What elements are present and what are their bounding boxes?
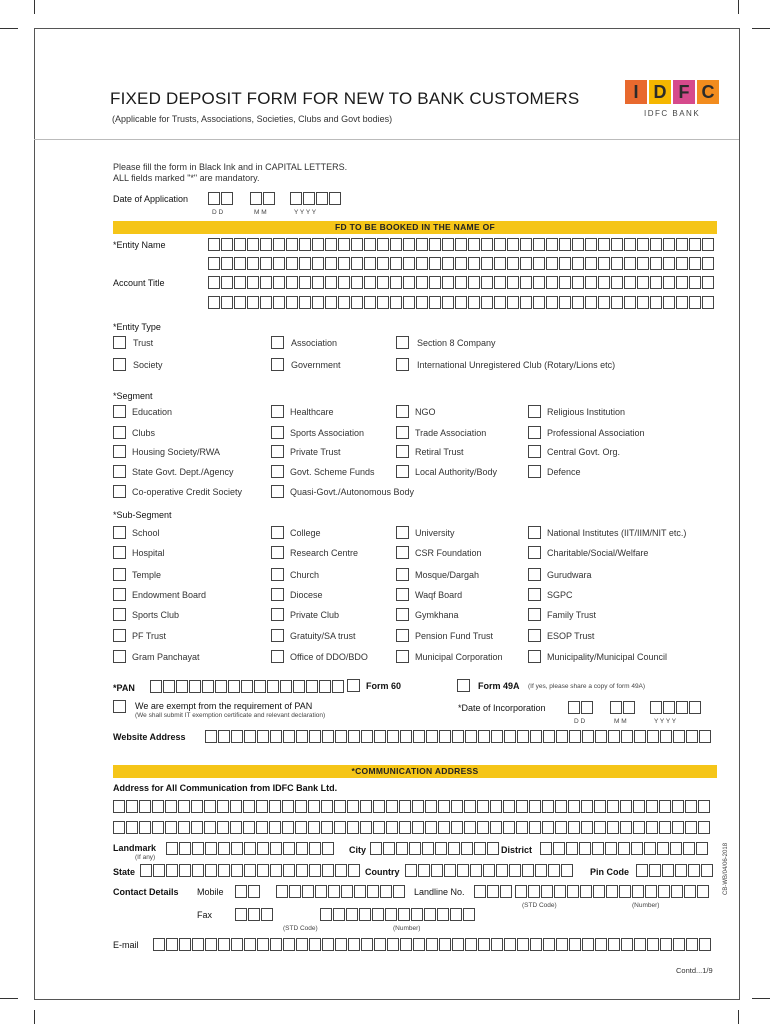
email-input[interactable]: [153, 938, 712, 952]
entity-name-line1[interactable]: [208, 238, 715, 252]
crop-mark: [0, 28, 18, 29]
segment-option: Healthcare: [290, 407, 334, 417]
city-input[interactable]: [370, 842, 500, 856]
sub-segment-option: Endowment Board: [132, 590, 207, 600]
website-input[interactable]: [205, 730, 712, 744]
email-label: E-mail: [113, 940, 139, 950]
segment-option: Govt. Scheme Funds: [290, 467, 375, 477]
fax-std[interactable]: [235, 908, 274, 922]
sub-segment-checkbox[interactable]: [271, 629, 284, 642]
segment-checkbox[interactable]: [396, 465, 409, 478]
entity-name-label: *Entity Name: [113, 240, 166, 250]
sub-segment-checkbox[interactable]: [396, 588, 409, 601]
sub-segment-checkbox[interactable]: [396, 608, 409, 621]
segment-option: Private Trust: [290, 447, 341, 457]
landline-std[interactable]: [474, 885, 513, 899]
sub-segment-option: College: [290, 528, 321, 538]
crop-mark: [34, 0, 35, 14]
sub-segment-option: Office of DDO/BDO: [290, 652, 368, 662]
sub-segment-option: Waqf Board: [415, 590, 463, 600]
sub-segment-option: Gymkhana: [415, 610, 459, 620]
pincode-label: Pin Code: [590, 867, 630, 877]
sub-segment-checkbox[interactable]: [271, 588, 284, 601]
form-subtitle: (Applicable for Trusts, Associations, Societies, Clubs and Govt bodies): [112, 114, 393, 124]
segment-option: Retiral Trust: [415, 447, 464, 457]
form-title: FIXED DEPOSIT FORM FOR NEW TO BANK CUSTOMERS: [110, 89, 580, 108]
pincode-input[interactable]: [636, 864, 714, 878]
segment-checkbox[interactable]: [396, 426, 409, 439]
date-of-application-label: Date of Application: [113, 194, 189, 204]
entity-name-line2[interactable]: [208, 257, 715, 271]
segment-checkbox[interactable]: [271, 426, 284, 439]
entity-type-checkbox[interactable]: [396, 336, 409, 349]
district-input[interactable]: [540, 842, 709, 856]
header-divider: [34, 139, 739, 140]
segment-option: Local Authority/Body: [415, 467, 498, 477]
logo-letter: F: [673, 80, 695, 104]
segment-checkbox[interactable]: [113, 426, 126, 439]
doi-day[interactable]: [568, 701, 594, 715]
date-format-hint: M M: [614, 718, 627, 725]
crop-mark: [738, 1010, 739, 1024]
landmark-input[interactable]: [166, 842, 335, 856]
segment-option: Co-operative Credit Society: [132, 487, 243, 497]
mobile-input[interactable]: [276, 885, 406, 899]
logo-letter: D: [649, 80, 671, 104]
crop-mark: [0, 998, 18, 999]
segment-checkbox[interactable]: [528, 405, 541, 418]
sub-segment-option: ESOP Trust: [547, 631, 595, 641]
sub-segment-checkbox[interactable]: [396, 568, 409, 581]
sub-segment-option: Charitable/Social/Welfare: [547, 548, 649, 558]
entity-type-option: International Unregistered Club (Rotary/Lions etc): [417, 360, 616, 370]
sub-segment-option: Mosque/Dargah: [415, 570, 480, 580]
instruction-line: ALL fields marked "*" are mandatory.: [113, 173, 260, 183]
address-label: Address for All Communication from IDFC Bank Ltd.: [113, 783, 338, 793]
sub-segment-checkbox[interactable]: [528, 526, 541, 539]
segment-option: Sports Association: [290, 428, 365, 438]
sub-segment-option: Diocese: [290, 590, 323, 600]
country-input[interactable]: [405, 864, 574, 878]
landline-number[interactable]: [515, 885, 710, 899]
date-format-hint: Y Y Y Y: [294, 209, 317, 216]
sub-segment-option: Municipal Corporation: [415, 652, 503, 662]
sub-segment-checkbox[interactable]: [528, 568, 541, 581]
entity-type-label: *Entity Type: [113, 322, 161, 332]
segment-option: Religious Institution: [547, 407, 626, 417]
segment-checkbox[interactable]: [528, 426, 541, 439]
sub-segment-option: Hospital: [132, 548, 165, 558]
sub-segment-checkbox[interactable]: [271, 568, 284, 581]
date-format-hint: D D: [212, 209, 224, 216]
number-hint: (Number): [632, 902, 660, 909]
pan-exempt-label: We are exempt from the requirement of PAN: [135, 701, 313, 711]
sub-segment-option: Research Centre: [290, 548, 359, 558]
segment-option: Defence: [547, 467, 581, 477]
sub-segment-checkbox[interactable]: [396, 650, 409, 663]
segment-checkbox[interactable]: [271, 445, 284, 458]
date-of-incorporation-label: *Date of Incorporation: [458, 703, 546, 713]
fax-number[interactable]: [320, 908, 476, 922]
mobile-label: Mobile: [197, 887, 224, 897]
segment-checkbox[interactable]: [113, 485, 126, 498]
segment-checkbox[interactable]: [271, 465, 284, 478]
sub-segment-option: Family Trust: [547, 610, 597, 620]
segment-checkbox[interactable]: [113, 445, 126, 458]
sub-segment-option: CSR Foundation: [415, 548, 482, 558]
section-fd-header: FD TO BE BOOKED IN THE NAME OF: [113, 221, 717, 234]
sub-segment-option: Private Club: [290, 610, 340, 620]
continued-note: Contd...1/9: [676, 966, 713, 975]
sub-segment-checkbox[interactable]: [113, 608, 126, 621]
date-format-hint: D D: [574, 718, 586, 725]
segment-checkbox[interactable]: [396, 445, 409, 458]
segment-option: Education: [132, 407, 173, 417]
segment-checkbox[interactable]: [113, 465, 126, 478]
segment-option: Clubs: [132, 428, 156, 438]
segment-option: Housing Society/RWA: [132, 447, 221, 457]
account-title-line1[interactable]: [208, 276, 715, 290]
form49a-label: Form 49A: [478, 681, 520, 691]
landline-label: Landline No.: [414, 887, 465, 897]
entity-type-checkbox[interactable]: [396, 358, 409, 371]
segment-checkbox[interactable]: [271, 485, 284, 498]
crop-mark: [752, 28, 770, 29]
segment-option: Trade Association: [415, 428, 487, 438]
sub-segment-option: School: [132, 528, 160, 538]
address-line1[interactable]: [113, 800, 711, 814]
sub-segment-checkbox[interactable]: [113, 526, 126, 539]
date-of-application-day[interactable]: [208, 192, 234, 206]
sub-segment-checkbox[interactable]: [528, 650, 541, 663]
sub-segment-checkbox[interactable]: [113, 629, 126, 642]
sub-segment-option: Pension Fund Trust: [415, 631, 494, 641]
mobile-prefix[interactable]: [235, 885, 261, 899]
sub-segment-checkbox[interactable]: [528, 608, 541, 621]
doi-year[interactable]: [650, 701, 702, 715]
contact-details-label: Contact Details: [113, 887, 179, 897]
sub-segment-checkbox[interactable]: [113, 568, 126, 581]
sub-segment-checkbox[interactable]: [113, 650, 126, 663]
std-code-hint: (STD Code): [283, 925, 318, 932]
sub-segment-option: Municipality/Municipal Council: [547, 652, 668, 662]
pan-exempt-checkbox[interactable]: [113, 700, 126, 713]
country-label: Country: [365, 867, 400, 877]
form-code: CB-WB/04/06-2018: [723, 842, 729, 895]
sub-segment-option: Church: [290, 570, 320, 580]
pan-label: *PAN: [113, 683, 135, 693]
segment-option: Central Govt. Org.: [547, 447, 621, 457]
account-title-label: Account Title: [113, 278, 165, 288]
sub-segment-checkbox[interactable]: [113, 546, 126, 559]
entity-type-checkbox[interactable]: [271, 358, 284, 371]
sub-segment-option: Gram Panchayat: [132, 652, 200, 662]
segment-option: NGO: [415, 407, 436, 417]
date-of-application-month[interactable]: [250, 192, 276, 206]
city-label: City: [349, 845, 367, 855]
std-code-hint: (STD Code): [522, 902, 557, 909]
sub-segment-option: Gratuity/SA trust: [290, 631, 356, 641]
sub-segment-option: University: [415, 528, 455, 538]
sub-segment-label: *Sub-Segment: [113, 510, 172, 520]
sub-segment-option: Sports Club: [132, 610, 180, 620]
entity-type-checkbox[interactable]: [271, 336, 284, 349]
district-label: District: [501, 845, 533, 855]
date-of-application-year[interactable]: [290, 192, 342, 206]
doi-month[interactable]: [610, 701, 636, 715]
sub-segment-checkbox[interactable]: [528, 546, 541, 559]
sub-segment-checkbox[interactable]: [396, 629, 409, 642]
date-format-hint: M M: [254, 209, 267, 216]
segment-checkbox[interactable]: [271, 405, 284, 418]
sub-segment-option: SGPC: [547, 590, 573, 600]
sub-segment-checkbox[interactable]: [271, 526, 284, 539]
state-input[interactable]: [140, 864, 361, 878]
sub-segment-option: PF Trust: [132, 631, 167, 641]
logo-letter: C: [697, 80, 719, 104]
logo-caption: IDFC BANK: [644, 109, 701, 118]
logo-letter: I: [625, 80, 647, 104]
entity-type-option: Trust: [133, 338, 154, 348]
address-line2[interactable]: [113, 821, 711, 835]
pan-exempt-note: (We shall submit IT exemption certificate and relevant declaration): [135, 712, 326, 719]
sub-segment-checkbox[interactable]: [528, 629, 541, 642]
sub-segment-option: National Institutes (IIT/IIM/NIT etc.): [547, 528, 687, 538]
sub-segment-checkbox[interactable]: [396, 526, 409, 539]
form49a-checkbox[interactable]: [457, 679, 470, 692]
sub-segment-checkbox[interactable]: [113, 588, 126, 601]
segment-label: *Segment: [113, 391, 153, 401]
entity-type-option: Government: [291, 360, 341, 370]
landmark-hint: (If any): [135, 854, 156, 861]
sub-segment-checkbox[interactable]: [271, 650, 284, 663]
segment-option: State Govt. Dept./Agency: [132, 467, 234, 477]
segment-checkbox[interactable]: [528, 465, 541, 478]
segment-option: Professional Association: [547, 428, 645, 438]
segment-checkbox[interactable]: [396, 405, 409, 418]
state-label: State: [113, 867, 136, 877]
website-label: Website Address: [113, 732, 186, 742]
pan-input[interactable]: [150, 680, 345, 694]
entity-type-option: Section 8 Company: [417, 338, 496, 348]
sub-segment-option: Temple: [132, 570, 162, 580]
form60-checkbox[interactable]: [347, 679, 360, 692]
landmark-label: Landmark: [113, 843, 157, 853]
segment-checkbox[interactable]: [113, 405, 126, 418]
entity-type-option: Society: [133, 360, 163, 370]
segment-option: Quasi-Govt./Autonomous Body: [290, 487, 415, 497]
date-format-hint: Y Y Y Y: [654, 718, 677, 725]
account-title-line2[interactable]: [208, 296, 715, 310]
sub-segment-checkbox[interactable]: [396, 546, 409, 559]
section-communication-header: *COMMUNICATION ADDRESS: [113, 765, 717, 778]
entity-type-checkbox[interactable]: [113, 358, 126, 371]
idfc-logo: [625, 80, 721, 104]
form49a-note: (If yes, please share a copy of form 49A): [528, 683, 646, 690]
sub-segment-checkbox[interactable]: [271, 546, 284, 559]
sub-segment-checkbox[interactable]: [528, 588, 541, 601]
form60-label: Form 60: [366, 681, 402, 691]
fax-label: Fax: [197, 910, 213, 920]
entity-type-option: Association: [291, 338, 338, 348]
crop-mark: [752, 998, 770, 999]
sub-segment-checkbox[interactable]: [271, 608, 284, 621]
crop-mark: [738, 0, 739, 14]
crop-mark: [34, 1010, 35, 1024]
entity-type-checkbox[interactable]: [113, 336, 126, 349]
number-hint: (Number): [393, 925, 421, 932]
segment-checkbox[interactable]: [528, 445, 541, 458]
sub-segment-option: Gurudwara: [547, 570, 592, 580]
instruction-line: Please fill the form in Black Ink and in CAPITAL LETTERS.: [113, 162, 348, 172]
